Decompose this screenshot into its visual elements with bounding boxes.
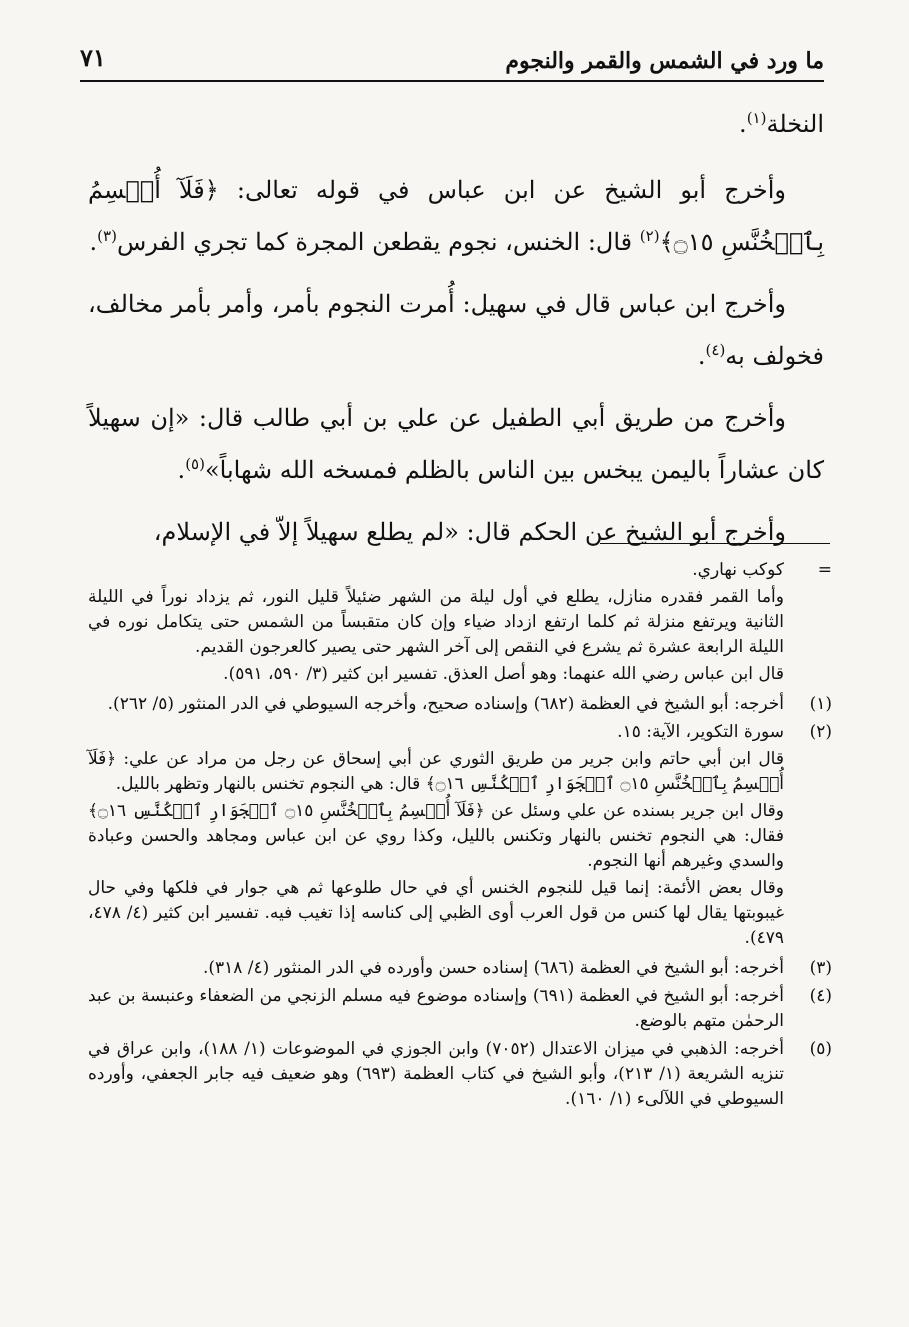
paragraph-0: النخلة$^{(١)}$. bbox=[739, 109, 824, 138]
paragraph-3: وأخرج من طريق أبي الطفيل عن علي بن أبي طالب قال: «إن سهيلاً كان عشاراً باليمن يبخس بين الناس بالظلم فمسخه الله شهاباً»$^{(٥)}$. bbox=[88, 404, 824, 484]
footnotes bbox=[88, 558, 834, 1115]
footnote-ref[interactable]: (٣) bbox=[97, 227, 117, 245]
footnote-2: (٢) سورة التكوير، الآية: ١٥. قال ابن أبي حاتم وابن جرير من طريق الثوري عن أبي إسحاق عن رجل من مراد عن علي: ﴿فَلَآ أُقۡسِمُ بِٱلۡخُنَّسِ ۝١٥ ٱلۡجَوَارِ ٱلۡكُنَّسِ ۝١٦﴾ قال: هي النجوم تخنس بالنهار وتظهر بالليل. وقال ابن جرير بسنده عن علي وسئل عن ﴿فَلَآ أُقۡسِمُ بِٱلۡخُنَّسِ ۝١٥ ٱلۡجَوَارِ ٱلۡكُنَّسِ ۝١٦﴾ فقال: هي النجوم تخنس بالنهار وتكنس بالليل، وكذا روي عن ابن عباس ومجاهد والحسن وعبادة والسدي وغيرهم أنها النجوم. وقال بعض الأئمة: إنما قيل للنجوم الخنس أي في حال طلوعها ثم هي جوار في فلكها وفي حال غيبوبتها يقال لها كنس من قول العرب أوى الظبي إلى كناسه إذا تغيب فيه. تفسير ابن كثير (٤/ ٤٧٨، ٤٧٩). bbox=[88, 722, 832, 948]
chapter-title: ما ورد في الشمس والقمر والنجوم bbox=[505, 48, 824, 74]
footnote-ref[interactable]: (٢) bbox=[639, 227, 660, 245]
paragraph-4: وأخرج أبو الشيخ عن الحكم قال: «لم يطلع سهيلاً إلاّ في الإسلام، bbox=[153, 518, 786, 546]
main-text bbox=[88, 98, 824, 568]
paragraph-2: وأخرج ابن عباس قال في سهيل: أُمرت النجوم بأمر، وأمر بأمر مخالف، فخولف به$^{(٤)}$. bbox=[88, 290, 824, 370]
footnote-ref[interactable]: (١) bbox=[746, 109, 767, 127]
footnote-5: (٥) أخرجه: الذهبي في ميزان الاعتدال (٧٠٥٢) وابن الجوزي في الموضوعات (١/ ١٨٨)، وابن عراق في تنزيه الشريعة (١/ ٢١٣)، وأبو الشيخ في كتاب العظمة (٦٩٣) وهو ضعيف فيه جابر الجعفي، وأورده السيوطي في اللآلىء (١/ ١٦٠). bbox=[88, 1039, 832, 1109]
footnote-1: (١) أخرجه: أبو الشيخ في العظمة (٦٨٢) وإسناده صحيح، وأخرجه السيوطي في الدر المنثور (٥/ ٢٦٢). bbox=[107, 694, 832, 714]
footnote-ref[interactable]: (٥) bbox=[185, 455, 205, 473]
paragraph-1: وأخرج أبو الشيخ عن ابن عباس في قوله تعالى: ﴿فَلَآ أُقۡسِمُ بِٱلۡخُنَّسِ ۝١٥﴾$^{(٢)}$ قال: الخنس، نجوم يقطعن المجرة كما تجري الفرس$^{(٣)}$. bbox=[88, 176, 824, 256]
footnote-4: (٤) أخرجه: أبو الشيخ في العظمة (٦٩١) وإسناده موضوع فيه مسلم الزنجي من الضعفاء وعنبسة بن عبد الرحمٰن متهم بالوضع. bbox=[88, 986, 832, 1031]
running-header bbox=[80, 30, 824, 82]
page-number: ٧١ bbox=[80, 43, 106, 72]
footnote-3: (٣) أخرجه: أبو الشيخ في العظمة (٦٨٦) إسناده حسن وأورده في الدر المنثور (٤/ ٣١٨). bbox=[202, 958, 832, 978]
footnote-separator bbox=[600, 543, 830, 544]
footnote-continued: = كوكب نهاري. وأما القمر فقدره منازل، يطلع في أول ليلة من الشهر ضئيلاً قليل النور، ثم يزداد نوراً في الليلة الثانية ويرتفع منزلة ثم كلما ارتفع ازداد ضياء وإن كان متقبساً من الشمس حتى يتكامل نوره في الليلة الرابعة عشرة ثم يشرع في النقص إلى آخر الشهر حتى يصير كالعرجون القديم. قال ابن عباس رضي الله عنهما: وهو أصل العذق. تفسير ابن كثير (٣/ ٥٩٠، ٥٩١). bbox=[88, 560, 832, 684]
footnote-ref[interactable]: (٤) bbox=[705, 341, 726, 359]
